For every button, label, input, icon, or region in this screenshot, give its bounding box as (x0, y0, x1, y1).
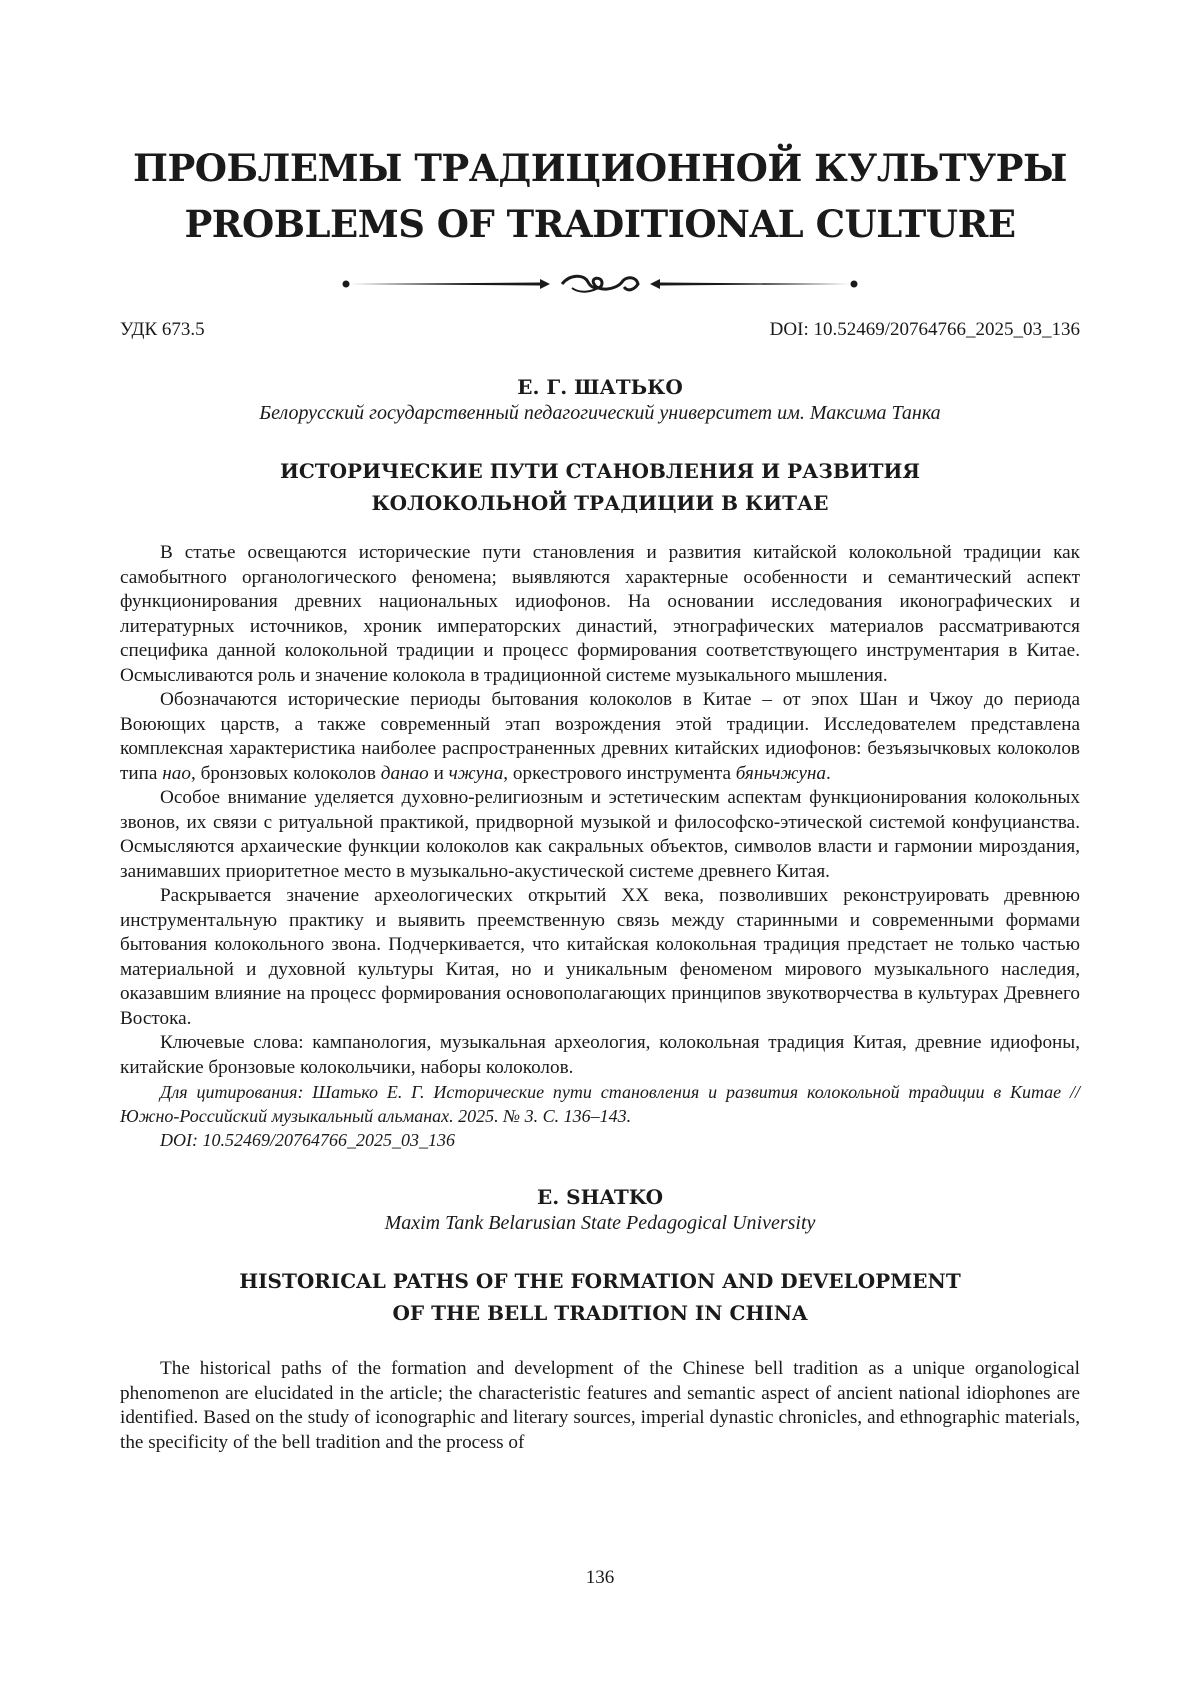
term-bianchzhuna: бяньчжуна (735, 762, 827, 784)
citation-ru: Для цитирования: Шатько Е. Г. Исторические пути становления и развития колокольной традиции в Китае // Южно-Российский музыкальный альманах. 2025. № 3. С. 136–143. (120, 1082, 1080, 1126)
term-nao: нао (162, 762, 191, 784)
udk-code: УДК 673.5 (120, 319, 205, 340)
abstract-en (120, 1357, 1080, 1455)
citation-doi[interactable]: DOI: 10.52469/20764766_2025_03_136 (160, 1130, 455, 1150)
journal-title-en: PROBLEMS OF TRADITIONAL CULTURE (184, 202, 1016, 246)
author-ru: Е. Г. ШАТЬКО (517, 375, 683, 399)
decorative-divider-icon (340, 270, 860, 298)
article-title-ru (120, 455, 1080, 519)
affiliation-en: Maxim Tank Belarusian State Pedagogical University (384, 1212, 816, 1234)
text-run: и (428, 762, 449, 784)
article-page (120, 0, 1080, 1697)
abstract-ru-paragraph-2 (120, 688, 1080, 786)
abstract-ru-paragraph-1: В статье освещаются исторические пути становления и развития китайской колокольной традиции как самобытного органологического феномена; выявляются характерные особенности и семантический аспект функционирования древних национальных идиофонов. На основании исследования иконографических и литературных источников, хроник императорских династий, этнографических материалов рассматриваются специфика данной колокольной традиции и процесс формирования соответствующего инструментария в Китае. Осмысливаются роль и значение колокола в традиционной системе музыкального мышления. (120, 542, 1080, 686)
doi-link[interactable]: DOI: 10.52469/20764766_2025_03_136 (769, 319, 1080, 340)
term-danao: данао (380, 762, 429, 784)
affiliation-ru: Белорусский государственный педагогический университет им. Максима Танка (259, 402, 941, 424)
article-title-ru-line1: ИСТОРИЧЕСКИЕ ПУТИ СТАНОВЛЕНИЯ И РАЗВИТИЯ (279, 459, 921, 483)
text-run: , бронзовых колоколов (190, 762, 381, 784)
author-en: E. SHATKO (536, 1185, 664, 1209)
abstract-ru-paragraph-3: Особое внимание уделяется духовно-религиозным и эстетическим аспектам функционирования колокольных звонов, их связи с ритуальной практикой, придворной музыкой и философско-этической системой конфуцианства. Осмысляются архаические функции колоколов как сакральных объектов, символов власти и гармонии мироздания, занимавших приоритетное место в музыкально-акустической системе древнего Китая. (120, 787, 1080, 882)
abstract-ru (120, 541, 1080, 1152)
text-run: Обозначаются исторические периоды бытования колоколов в Китае – от эпох Шан и Чжоу до периода Воюющих царств, а также современный этап возрождения этой традиции. Исследователем представлена комплексная характеристика наиболее распространенных древних китайских идиофонов: безъязычковых колоколов типа (120, 689, 1080, 784)
journal-section-title (120, 140, 1080, 252)
article-title-en-line1: HISTORICAL PATHS OF THE FORMATION AND DEVELOPMENT (239, 1269, 961, 1293)
meta-row (120, 318, 1080, 342)
abstract-ru-paragraph-4: Раскрывается значение археологических открытий XX века, позволивших реконструировать древнюю инструментальную практику и выявить преемственную связь между старинными и современными формами бытования колокольного звона. Подчеркивается, что китайская колокольная традиция предстает не только частью материальной и духовной культуры Китая, но и уникальным феноменом мирового музыкального наследия, оказавшим влияние на процесс формирования основополагающих принципов звукотворчества в культурах Древнего Востока. (120, 885, 1080, 1029)
abstract-en-paragraph-1: The historical paths of the formation and development of the Chinese bell tradition as a unique organological phenomenon are elucidated in the article; the characteristic features and semantic aspect of ancient national idiophones are identified. Based on the study of iconographic and literary sources, imperial dynastic chronicles, and ethnographic materials, the specificity of the bell tradition and the process of (120, 1358, 1080, 1453)
text-run: , оркестрового инструмента (503, 762, 736, 784)
article-title-en (120, 1265, 1080, 1329)
keywords-ru: Ключевые слова: кампанология, музыкальная археология, колокольная традиция Китая, древние идиофоны, китайские бронзовые колокольчики, наборы колоколов. (120, 1032, 1080, 1078)
journal-title-ru: ПРОБЛЕМЫ ТРАДИЦИОННОЙ КУЛЬТУРЫ (133, 146, 1067, 190)
article-title-en-line2: OF THE BELL TRADITION IN CHINA (392, 1301, 808, 1325)
page-number: 136 (585, 1567, 615, 1588)
term-chzhuna: чжуна (448, 762, 504, 784)
article-title-ru-line2: КОЛОКОЛЬНОЙ ТРАДИЦИИ В КИТАЕ (371, 491, 829, 515)
text-run: . (826, 762, 831, 784)
